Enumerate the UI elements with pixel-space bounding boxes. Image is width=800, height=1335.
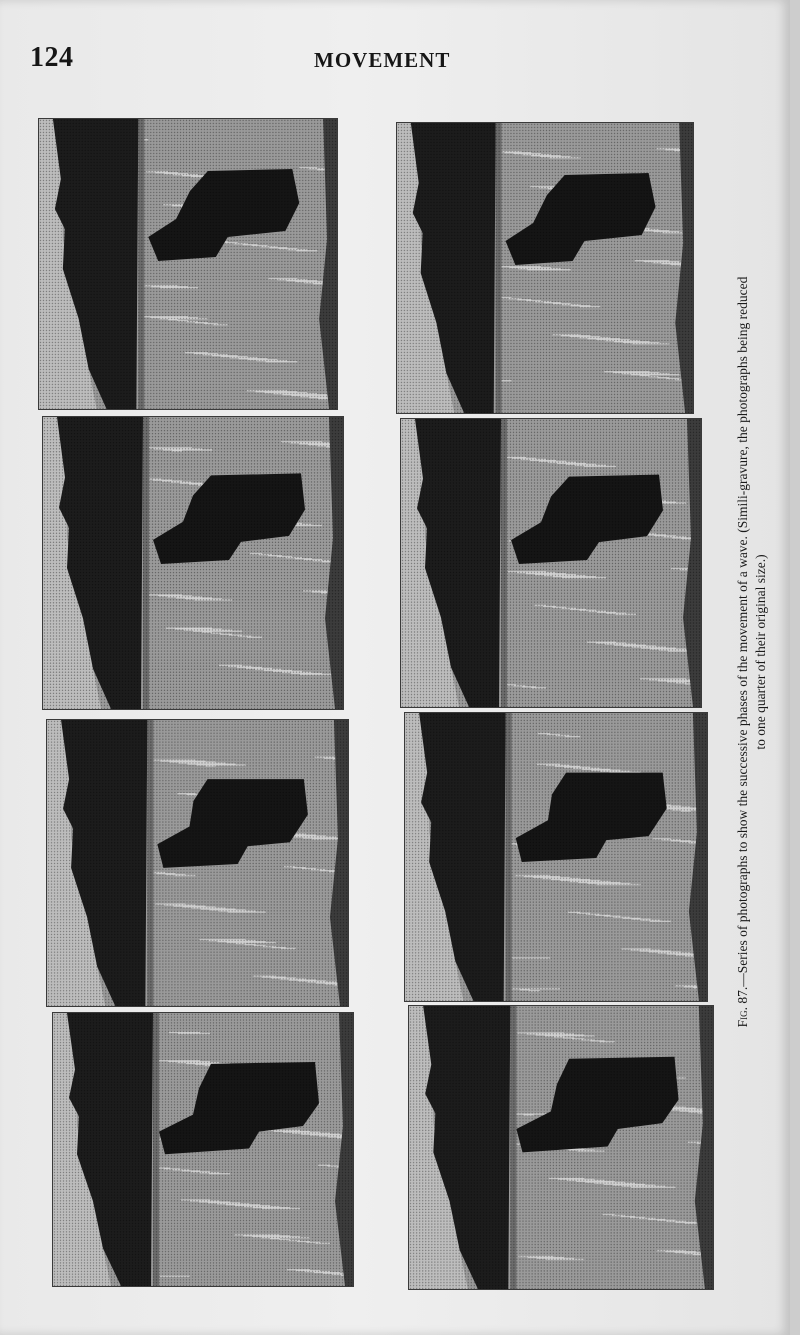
photo-scene [47, 720, 348, 1006]
photo-panel-col2-4 [408, 1005, 714, 1290]
photo-panel-col2-1 [396, 122, 694, 414]
photo-panel-col1-1 [38, 118, 338, 410]
photo-panel-col1-3 [46, 719, 349, 1007]
photo-panel-col2-2 [400, 418, 702, 708]
photo-scene [405, 713, 707, 1001]
photo-scene [409, 1006, 713, 1289]
photo-panel-col2-3 [404, 712, 708, 1002]
photo-scene [43, 417, 343, 709]
photo-scene [39, 119, 337, 409]
photo-panel-col1-4 [52, 1012, 354, 1287]
figure-caption [734, 32, 790, 1272]
photo-scene [53, 1013, 353, 1286]
photo-panel-col1-2 [42, 416, 344, 710]
caption-line-2: to one quarter of their original size.) [753, 554, 768, 750]
photo-scene [401, 419, 701, 707]
photo-scene [397, 123, 693, 413]
caption-line-1 [734, 32, 752, 1272]
page-number: 124 [30, 42, 74, 73]
show-through-text [480, 50, 487, 72]
running-title: MOVEMENT [314, 48, 451, 72]
caption-text-1: —Series of photographs to show the successive phases of the movement of a wave. (Simili-gravure, the photographs being reduced [735, 276, 750, 987]
caption-figure-label: Fig. 87. [735, 986, 750, 1028]
